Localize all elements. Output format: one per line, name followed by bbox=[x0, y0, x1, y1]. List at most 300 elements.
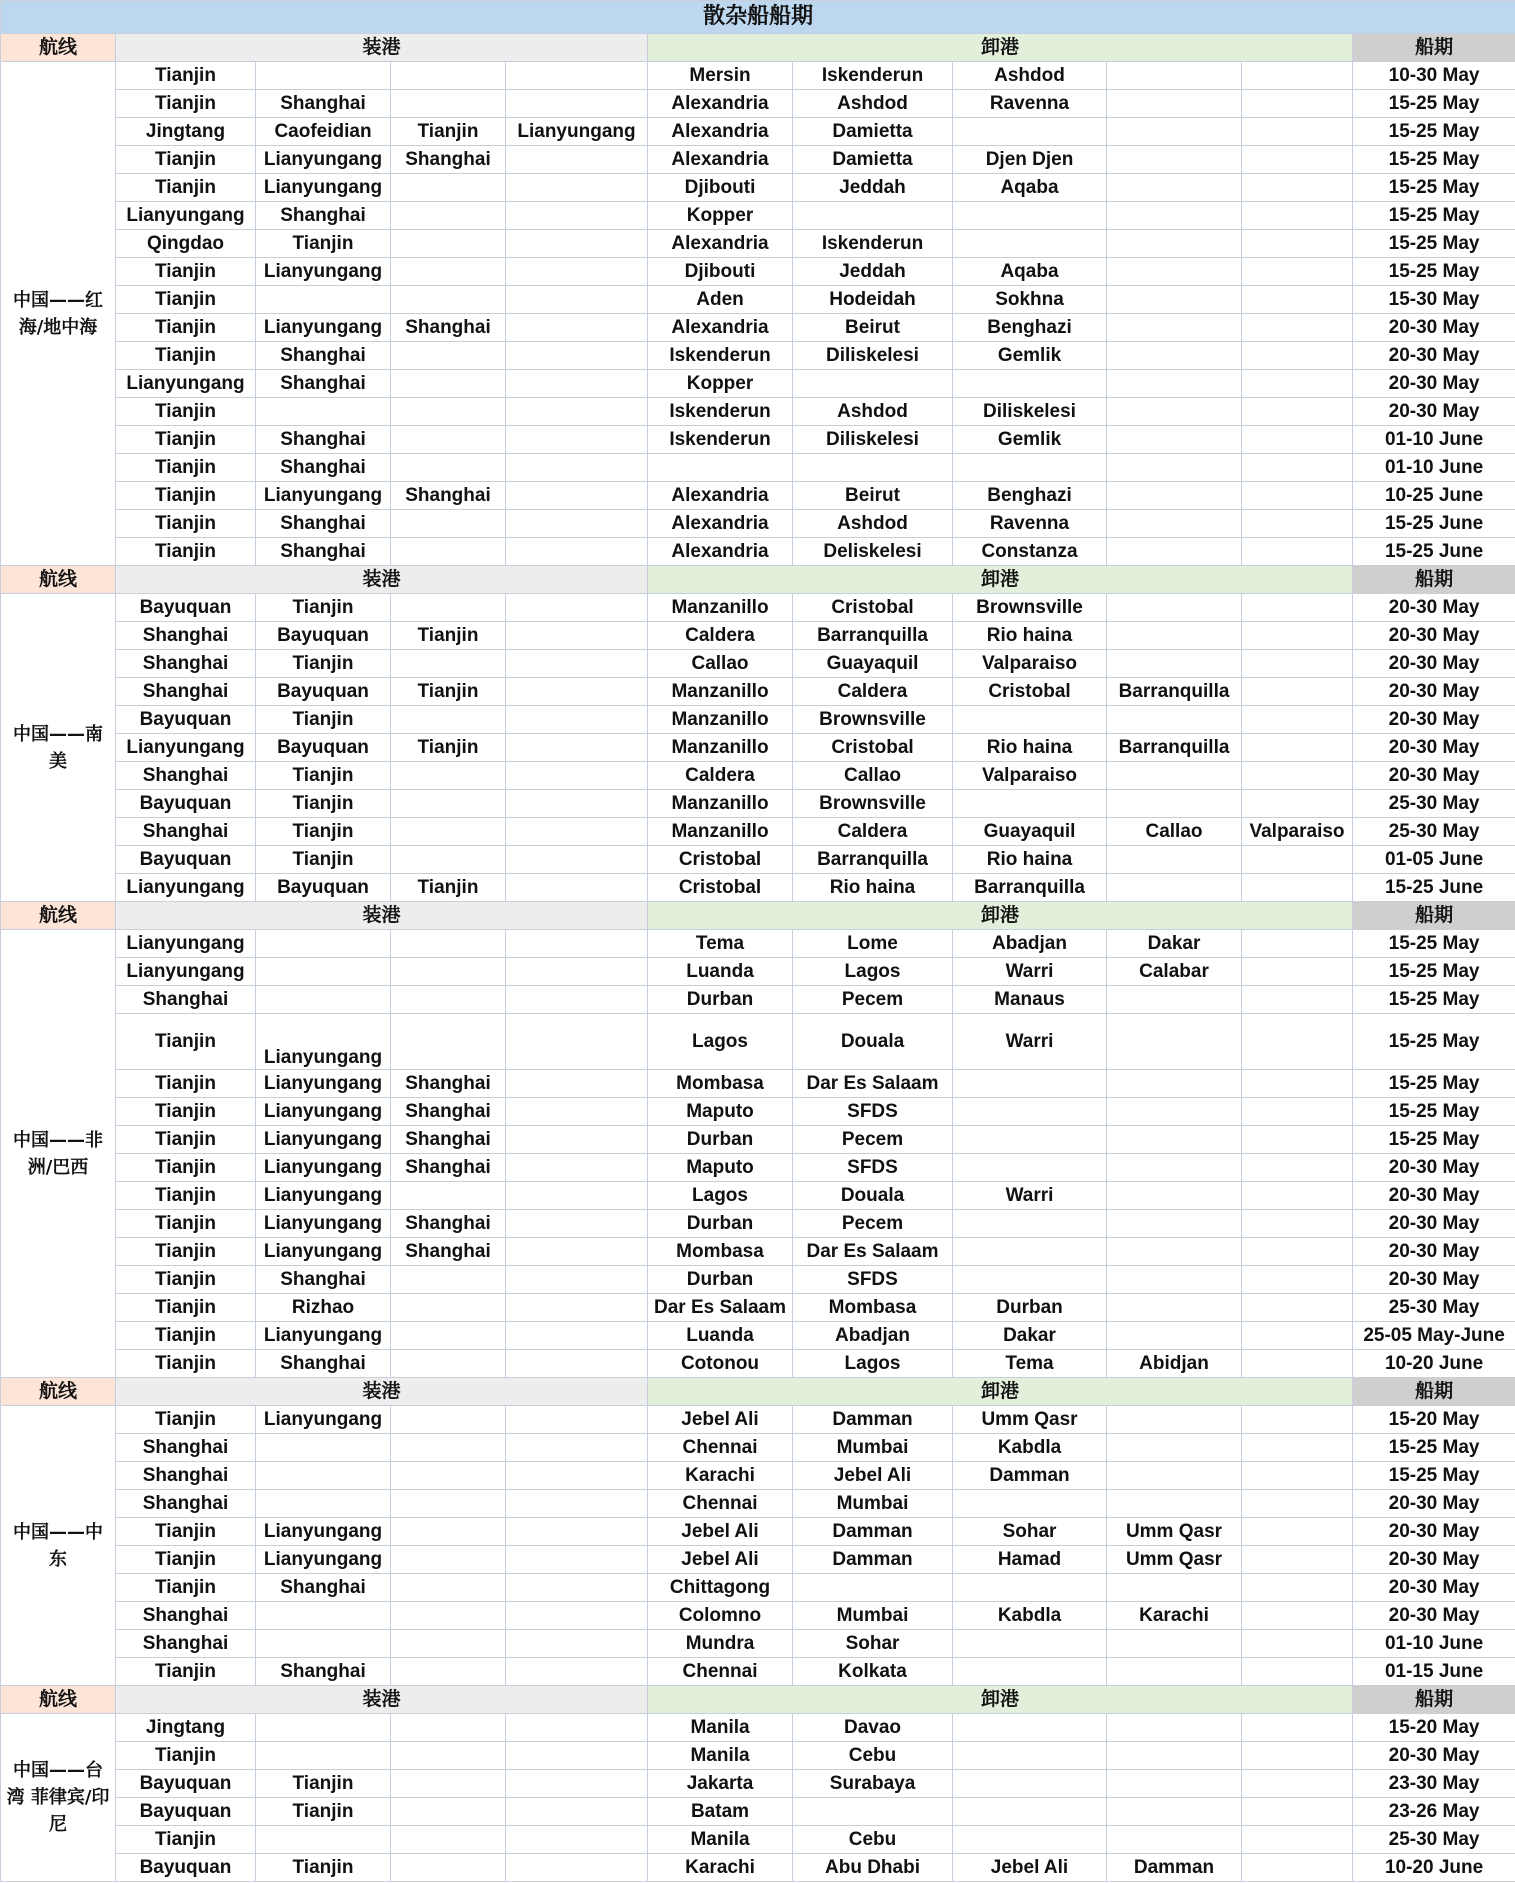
discharge-port-cell[interactable]: Iskenderun bbox=[648, 398, 793, 426]
load-port-cell[interactable]: Bayuquan bbox=[256, 874, 391, 902]
discharge-port-cell[interactable]: Pecem bbox=[793, 986, 953, 1014]
discharge-port-cell[interactable] bbox=[1242, 1322, 1353, 1350]
load-port-cell[interactable]: Bayuquan bbox=[116, 1854, 256, 1882]
load-port-cell[interactable]: Tianjin bbox=[116, 510, 256, 538]
discharge-port-cell[interactable]: Durban bbox=[648, 986, 793, 1014]
discharge-port-cell[interactable]: Lome bbox=[793, 930, 953, 958]
load-port-cell[interactable]: Caofeidian bbox=[256, 118, 391, 146]
discharge-port-cell[interactable]: Manzanillo bbox=[648, 706, 793, 734]
sailing-date-cell[interactable]: 10-30 May bbox=[1353, 62, 1515, 90]
load-port-cell[interactable] bbox=[506, 398, 648, 426]
load-port-cell[interactable]: Rizhao bbox=[256, 1294, 391, 1322]
discharge-port-cell[interactable]: Aqaba bbox=[953, 174, 1107, 202]
discharge-port-cell[interactable] bbox=[1107, 1406, 1242, 1434]
load-port-cell[interactable]: Tianjin bbox=[116, 1350, 256, 1378]
load-port-cell[interactable]: Shanghai bbox=[256, 538, 391, 566]
load-port-cell[interactable]: Shanghai bbox=[391, 1070, 506, 1098]
discharge-port-cell[interactable]: Lagos bbox=[648, 1182, 793, 1210]
load-port-cell[interactable] bbox=[506, 1406, 648, 1434]
discharge-port-cell[interactable] bbox=[1242, 734, 1353, 762]
load-port-cell[interactable] bbox=[506, 790, 648, 818]
load-port-cell[interactable]: Tianjin bbox=[256, 790, 391, 818]
discharge-port-cell[interactable] bbox=[1242, 1630, 1353, 1658]
discharge-port-cell[interactable]: Jebel Ali bbox=[648, 1518, 793, 1546]
discharge-port-cell[interactable]: Batam bbox=[648, 1798, 793, 1826]
load-port-cell[interactable]: Bayuquan bbox=[116, 846, 256, 874]
discharge-port-cell[interactable]: Damietta bbox=[793, 118, 953, 146]
discharge-port-cell[interactable] bbox=[1242, 90, 1353, 118]
load-port-cell[interactable]: Tianjin bbox=[116, 90, 256, 118]
load-port-cell[interactable]: Lianyungang bbox=[256, 1238, 391, 1266]
load-port-cell[interactable] bbox=[506, 62, 648, 90]
load-port-cell[interactable] bbox=[391, 762, 506, 790]
load-port-cell[interactable] bbox=[506, 846, 648, 874]
discharge-port-cell[interactable] bbox=[1107, 1210, 1242, 1238]
load-port-cell[interactable] bbox=[506, 202, 648, 230]
load-port-cell[interactable]: Shanghai bbox=[256, 1658, 391, 1686]
load-port-cell[interactable] bbox=[506, 510, 648, 538]
discharge-port-cell[interactable] bbox=[1242, 1602, 1353, 1630]
discharge-port-cell[interactable]: Aqaba bbox=[953, 258, 1107, 286]
load-port-cell[interactable] bbox=[506, 1462, 648, 1490]
load-port-cell[interactable]: Shanghai bbox=[116, 986, 256, 1014]
load-port-cell[interactable] bbox=[506, 958, 648, 986]
discharge-port-cell[interactable] bbox=[1107, 762, 1242, 790]
discharge-port-cell[interactable] bbox=[1107, 1182, 1242, 1210]
sailing-date-cell[interactable]: 01-10 June bbox=[1353, 1630, 1515, 1658]
discharge-port-cell[interactable] bbox=[953, 1098, 1107, 1126]
discharge-port-cell[interactable]: Dakar bbox=[1107, 930, 1242, 958]
load-port-cell[interactable]: Shanghai bbox=[256, 454, 391, 482]
sailing-date-cell[interactable]: 10-25 June bbox=[1353, 482, 1515, 510]
load-port-cell[interactable] bbox=[506, 146, 648, 174]
load-port-cell[interactable] bbox=[391, 398, 506, 426]
load-port-cell[interactable] bbox=[391, 1294, 506, 1322]
discharge-port-cell[interactable] bbox=[1242, 426, 1353, 454]
sailing-date-cell[interactable]: 20-30 May bbox=[1353, 678, 1515, 706]
discharge-port-cell[interactable] bbox=[1107, 1658, 1242, 1686]
load-port-cell[interactable]: Lianyungang bbox=[256, 1154, 391, 1182]
discharge-port-cell[interactable]: Diliskelesi bbox=[793, 426, 953, 454]
discharge-port-cell[interactable]: Barranquilla bbox=[793, 622, 953, 650]
sailing-date-cell[interactable]: 15-30 May bbox=[1353, 286, 1515, 314]
load-port-cell[interactable]: Tianjin bbox=[256, 762, 391, 790]
sailing-date-cell[interactable]: 25-30 May bbox=[1353, 1294, 1515, 1322]
discharge-port-cell[interactable] bbox=[1107, 62, 1242, 90]
load-port-cell[interactable]: Tianjin bbox=[116, 62, 256, 90]
discharge-port-cell[interactable]: Durban bbox=[953, 1294, 1107, 1322]
discharge-port-cell[interactable]: Pecem bbox=[793, 1126, 953, 1154]
load-port-cell[interactable]: Tianjin bbox=[116, 1574, 256, 1602]
sailing-date-cell[interactable]: 15-20 May bbox=[1353, 1714, 1515, 1742]
load-port-cell[interactable] bbox=[506, 874, 648, 902]
discharge-port-cell[interactable]: Warri bbox=[953, 1014, 1107, 1070]
discharge-port-cell[interactable]: Chennai bbox=[648, 1434, 793, 1462]
load-port-cell[interactable] bbox=[391, 790, 506, 818]
load-port-cell[interactable]: Lianyungang bbox=[256, 1070, 391, 1098]
load-port-cell[interactable] bbox=[506, 342, 648, 370]
discharge-port-cell[interactable]: Caldera bbox=[648, 762, 793, 790]
load-port-cell[interactable]: Shanghai bbox=[116, 1630, 256, 1658]
load-port-cell[interactable]: Lianyungang bbox=[116, 734, 256, 762]
load-port-cell[interactable]: Tianjin bbox=[116, 314, 256, 342]
load-port-cell[interactable]: Shanghai bbox=[391, 482, 506, 510]
load-port-cell[interactable]: Shanghai bbox=[391, 1154, 506, 1182]
discharge-port-cell[interactable]: Cristobal bbox=[648, 846, 793, 874]
load-port-cell[interactable]: Lianyungang bbox=[506, 118, 648, 146]
discharge-port-cell[interactable]: Barranquilla bbox=[1107, 734, 1242, 762]
discharge-port-cell[interactable] bbox=[953, 1154, 1107, 1182]
load-port-cell[interactable]: Tianjin bbox=[116, 1406, 256, 1434]
discharge-port-cell[interactable] bbox=[953, 370, 1107, 398]
load-port-cell[interactable]: Tianjin bbox=[116, 482, 256, 510]
discharge-port-cell[interactable] bbox=[1242, 230, 1353, 258]
discharge-port-cell[interactable] bbox=[953, 1490, 1107, 1518]
load-port-cell[interactable]: Tianjin bbox=[391, 118, 506, 146]
load-port-cell[interactable]: Tianjin bbox=[116, 1014, 256, 1070]
load-port-cell[interactable] bbox=[506, 90, 648, 118]
discharge-port-cell[interactable]: Constanza bbox=[953, 538, 1107, 566]
load-port-cell[interactable]: Lianyungang bbox=[256, 146, 391, 174]
discharge-port-cell[interactable] bbox=[1107, 874, 1242, 902]
sailing-date-cell[interactable]: 25-30 May bbox=[1353, 1826, 1515, 1854]
load-port-cell[interactable] bbox=[391, 1798, 506, 1826]
load-port-cell[interactable] bbox=[256, 1630, 391, 1658]
discharge-port-cell[interactable]: Alexandria bbox=[648, 230, 793, 258]
load-port-cell[interactable]: Tianjin bbox=[116, 1518, 256, 1546]
load-port-cell[interactable] bbox=[506, 1210, 648, 1238]
load-port-cell[interactable]: Tianjin bbox=[116, 1154, 256, 1182]
discharge-port-cell[interactable]: Douala bbox=[793, 1014, 953, 1070]
load-port-cell[interactable] bbox=[391, 286, 506, 314]
discharge-port-cell[interactable]: Djen Djen bbox=[953, 146, 1107, 174]
discharge-port-cell[interactable] bbox=[1107, 482, 1242, 510]
discharge-port-cell[interactable] bbox=[1107, 986, 1242, 1014]
discharge-port-cell[interactable] bbox=[1107, 1490, 1242, 1518]
sailing-date-cell[interactable]: 15-25 May bbox=[1353, 1126, 1515, 1154]
discharge-port-cell[interactable] bbox=[1242, 678, 1353, 706]
discharge-port-cell[interactable] bbox=[1242, 1518, 1353, 1546]
load-port-cell[interactable] bbox=[506, 482, 648, 510]
sailing-date-cell[interactable]: 25-30 May bbox=[1353, 790, 1515, 818]
load-port-cell[interactable]: Tianjin bbox=[116, 1070, 256, 1098]
load-port-cell[interactable]: Tianjin bbox=[256, 846, 391, 874]
discharge-port-cell[interactable]: Beirut bbox=[793, 482, 953, 510]
sailing-date-cell[interactable]: 15-25 May bbox=[1353, 1014, 1515, 1070]
load-port-cell[interactable] bbox=[506, 538, 648, 566]
discharge-port-cell[interactable]: Caldera bbox=[648, 622, 793, 650]
discharge-port-cell[interactable]: Warri bbox=[953, 958, 1107, 986]
load-port-cell[interactable] bbox=[256, 1714, 391, 1742]
load-port-cell[interactable]: Shanghai bbox=[116, 1434, 256, 1462]
load-port-cell[interactable]: Shanghai bbox=[116, 818, 256, 846]
discharge-port-cell[interactable] bbox=[1242, 650, 1353, 678]
discharge-port-cell[interactable]: Damman bbox=[793, 1518, 953, 1546]
load-port-cell[interactable]: Lianyungang bbox=[256, 1126, 391, 1154]
load-port-cell[interactable] bbox=[391, 1462, 506, 1490]
load-port-cell[interactable]: Tianjin bbox=[256, 650, 391, 678]
load-port-cell[interactable] bbox=[391, 1658, 506, 1686]
sailing-date-cell[interactable]: 20-30 May bbox=[1353, 342, 1515, 370]
load-port-cell[interactable] bbox=[391, 370, 506, 398]
load-port-cell[interactable] bbox=[506, 706, 648, 734]
discharge-port-cell[interactable]: Damman bbox=[953, 1462, 1107, 1490]
discharge-port-cell[interactable] bbox=[1242, 930, 1353, 958]
discharge-port-cell[interactable]: Alexandria bbox=[648, 482, 793, 510]
discharge-port-cell[interactable]: Alexandria bbox=[648, 510, 793, 538]
load-port-cell[interactable] bbox=[391, 930, 506, 958]
load-port-cell[interactable] bbox=[506, 1658, 648, 1686]
discharge-port-cell[interactable] bbox=[1107, 1014, 1242, 1070]
discharge-port-cell[interactable] bbox=[1242, 1658, 1353, 1686]
load-port-cell[interactable] bbox=[391, 202, 506, 230]
load-port-cell[interactable]: Shanghai bbox=[256, 426, 391, 454]
sailing-date-cell[interactable]: 20-30 May bbox=[1353, 762, 1515, 790]
discharge-port-cell[interactable]: Djibouti bbox=[648, 258, 793, 286]
discharge-port-cell[interactable]: Chittagong bbox=[648, 1574, 793, 1602]
load-port-cell[interactable]: Tianjin bbox=[116, 1742, 256, 1770]
sailing-date-cell[interactable]: 15-25 May bbox=[1353, 986, 1515, 1014]
discharge-port-cell[interactable]: Alexandria bbox=[648, 314, 793, 342]
load-port-cell[interactable]: Lianyungang bbox=[116, 930, 256, 958]
load-port-cell[interactable] bbox=[391, 818, 506, 846]
discharge-port-cell[interactable] bbox=[1107, 258, 1242, 286]
load-port-cell[interactable] bbox=[506, 174, 648, 202]
load-port-cell[interactable]: Lianyungang bbox=[256, 1210, 391, 1238]
discharge-port-cell[interactable] bbox=[1107, 650, 1242, 678]
load-port-cell[interactable] bbox=[256, 1602, 391, 1630]
discharge-port-cell[interactable]: Cristobal bbox=[648, 874, 793, 902]
sailing-date-cell[interactable]: 01-05 June bbox=[1353, 846, 1515, 874]
load-port-cell[interactable] bbox=[391, 538, 506, 566]
sailing-date-cell[interactable]: 01-10 June bbox=[1353, 426, 1515, 454]
discharge-port-cell[interactable]: Valparaiso bbox=[953, 762, 1107, 790]
discharge-port-cell[interactable]: Ravenna bbox=[953, 90, 1107, 118]
discharge-port-cell[interactable] bbox=[1242, 874, 1353, 902]
discharge-port-cell[interactable]: Davao bbox=[793, 1714, 953, 1742]
discharge-port-cell[interactable] bbox=[1107, 510, 1242, 538]
load-port-cell[interactable]: Tianjin bbox=[116, 1322, 256, 1350]
load-port-cell[interactable] bbox=[506, 1770, 648, 1798]
load-port-cell[interactable] bbox=[391, 426, 506, 454]
discharge-port-cell[interactable]: Alexandria bbox=[648, 118, 793, 146]
discharge-port-cell[interactable] bbox=[1242, 1126, 1353, 1154]
discharge-port-cell[interactable]: Manzanillo bbox=[648, 790, 793, 818]
discharge-port-cell[interactable] bbox=[953, 706, 1107, 734]
discharge-port-cell[interactable] bbox=[953, 1658, 1107, 1686]
discharge-port-cell[interactable] bbox=[1107, 1714, 1242, 1742]
load-port-cell[interactable] bbox=[391, 1434, 506, 1462]
discharge-port-cell[interactable] bbox=[953, 1798, 1107, 1826]
discharge-port-cell[interactable]: Diliskelesi bbox=[793, 342, 953, 370]
load-port-cell[interactable] bbox=[506, 1798, 648, 1826]
sailing-date-cell[interactable]: 01-15 June bbox=[1353, 1658, 1515, 1686]
discharge-port-cell[interactable]: Cristobal bbox=[793, 734, 953, 762]
discharge-port-cell[interactable]: Durban bbox=[648, 1266, 793, 1294]
discharge-port-cell[interactable] bbox=[793, 202, 953, 230]
load-port-cell[interactable] bbox=[506, 1014, 648, 1070]
load-port-cell[interactable] bbox=[506, 230, 648, 258]
load-port-cell[interactable]: Jingtang bbox=[116, 1714, 256, 1742]
load-port-cell[interactable]: Tianjin bbox=[116, 398, 256, 426]
discharge-port-cell[interactable] bbox=[1242, 1462, 1353, 1490]
sailing-date-cell[interactable]: 15-25 May bbox=[1353, 146, 1515, 174]
load-port-cell[interactable] bbox=[506, 1126, 648, 1154]
load-port-cell[interactable] bbox=[391, 258, 506, 286]
load-port-cell[interactable] bbox=[391, 1714, 506, 1742]
load-port-cell[interactable]: Bayuquan bbox=[116, 790, 256, 818]
sailing-date-cell[interactable]: 01-10 June bbox=[1353, 454, 1515, 482]
sailing-date-cell[interactable]: 20-30 May bbox=[1353, 1266, 1515, 1294]
sailing-date-cell[interactable]: 20-30 May bbox=[1353, 1210, 1515, 1238]
load-port-cell[interactable]: Shanghai bbox=[256, 510, 391, 538]
discharge-port-cell[interactable]: Cebu bbox=[793, 1742, 953, 1770]
discharge-port-cell[interactable] bbox=[1107, 426, 1242, 454]
load-port-cell[interactable] bbox=[391, 454, 506, 482]
discharge-port-cell[interactable] bbox=[1242, 1742, 1353, 1770]
load-port-cell[interactable]: Tianjin bbox=[116, 1098, 256, 1126]
sailing-date-cell[interactable]: 20-30 May bbox=[1353, 734, 1515, 762]
discharge-port-cell[interactable]: Ravenna bbox=[953, 510, 1107, 538]
load-port-cell[interactable]: Lianyungang bbox=[116, 202, 256, 230]
discharge-port-cell[interactable]: Damman bbox=[793, 1406, 953, 1434]
load-port-cell[interactable] bbox=[256, 398, 391, 426]
load-port-cell[interactable] bbox=[391, 1602, 506, 1630]
load-port-cell[interactable] bbox=[506, 1182, 648, 1210]
discharge-port-cell[interactable] bbox=[1242, 258, 1353, 286]
discharge-port-cell[interactable] bbox=[1107, 1770, 1242, 1798]
discharge-port-cell[interactable]: Cebu bbox=[793, 1826, 953, 1854]
discharge-port-cell[interactable] bbox=[1242, 286, 1353, 314]
load-port-cell[interactable]: Tianjin bbox=[256, 706, 391, 734]
load-port-cell[interactable] bbox=[391, 1770, 506, 1798]
discharge-port-cell[interactable]: Iskenderun bbox=[793, 62, 953, 90]
discharge-port-cell[interactable]: Kabdla bbox=[953, 1434, 1107, 1462]
load-port-cell[interactable] bbox=[506, 370, 648, 398]
discharge-port-cell[interactable]: Jeddah bbox=[793, 258, 953, 286]
discharge-port-cell[interactable] bbox=[1107, 1266, 1242, 1294]
discharge-port-cell[interactable] bbox=[1242, 1798, 1353, 1826]
sailing-date-cell[interactable]: 25-05 May-June bbox=[1353, 1322, 1515, 1350]
load-port-cell[interactable]: Shanghai bbox=[391, 146, 506, 174]
discharge-port-cell[interactable]: Cotonou bbox=[648, 1350, 793, 1378]
load-port-cell[interactable] bbox=[506, 1630, 648, 1658]
discharge-port-cell[interactable] bbox=[1242, 1406, 1353, 1434]
load-port-cell[interactable]: Shanghai bbox=[391, 314, 506, 342]
load-port-cell[interactable] bbox=[391, 342, 506, 370]
discharge-port-cell[interactable] bbox=[1242, 202, 1353, 230]
load-port-cell[interactable] bbox=[506, 734, 648, 762]
discharge-port-cell[interactable]: Ashdod bbox=[953, 62, 1107, 90]
load-port-cell[interactable] bbox=[256, 986, 391, 1014]
discharge-port-cell[interactable]: Jeddah bbox=[793, 174, 953, 202]
discharge-port-cell[interactable]: Umm Qasr bbox=[953, 1406, 1107, 1434]
load-port-cell[interactable]: Lianyungang bbox=[256, 482, 391, 510]
load-port-cell[interactable]: Tianjin bbox=[116, 1126, 256, 1154]
discharge-port-cell[interactable] bbox=[953, 118, 1107, 146]
discharge-port-cell[interactable] bbox=[1242, 622, 1353, 650]
discharge-port-cell[interactable]: Mumbai bbox=[793, 1490, 953, 1518]
discharge-port-cell[interactable] bbox=[1107, 1826, 1242, 1854]
load-port-cell[interactable] bbox=[506, 454, 648, 482]
discharge-port-cell[interactable]: Beirut bbox=[793, 314, 953, 342]
discharge-port-cell[interactable] bbox=[1107, 1798, 1242, 1826]
discharge-port-cell[interactable] bbox=[1107, 146, 1242, 174]
load-port-cell[interactable] bbox=[506, 1826, 648, 1854]
load-port-cell[interactable] bbox=[506, 1294, 648, 1322]
discharge-port-cell[interactable]: Lagos bbox=[793, 1350, 953, 1378]
load-port-cell[interactable] bbox=[506, 1742, 648, 1770]
load-port-cell[interactable] bbox=[391, 1518, 506, 1546]
discharge-port-cell[interactable] bbox=[1107, 454, 1242, 482]
discharge-port-cell[interactable]: Ashdod bbox=[793, 398, 953, 426]
load-port-cell[interactable] bbox=[506, 1854, 648, 1882]
discharge-port-cell[interactable] bbox=[1242, 706, 1353, 734]
load-port-cell[interactable] bbox=[256, 1742, 391, 1770]
load-port-cell[interactable]: Shanghai bbox=[391, 1210, 506, 1238]
discharge-port-cell[interactable] bbox=[1107, 1462, 1242, 1490]
load-port-cell[interactable]: Tianjin bbox=[116, 1182, 256, 1210]
load-port-cell[interactable] bbox=[506, 1070, 648, 1098]
load-port-cell[interactable]: Lianyungang bbox=[116, 370, 256, 398]
sailing-date-cell[interactable]: 15-20 May bbox=[1353, 1406, 1515, 1434]
load-port-cell[interactable]: Bayuquan bbox=[116, 594, 256, 622]
load-port-cell[interactable] bbox=[391, 1406, 506, 1434]
sailing-date-cell[interactable]: 15-25 May bbox=[1353, 230, 1515, 258]
load-port-cell[interactable] bbox=[256, 1826, 391, 1854]
discharge-port-cell[interactable] bbox=[1242, 118, 1353, 146]
discharge-port-cell[interactable] bbox=[1242, 1546, 1353, 1574]
discharge-port-cell[interactable]: Luanda bbox=[648, 958, 793, 986]
discharge-port-cell[interactable] bbox=[1107, 622, 1242, 650]
discharge-port-cell[interactable] bbox=[1107, 846, 1242, 874]
discharge-port-cell[interactable] bbox=[1107, 1574, 1242, 1602]
load-port-cell[interactable]: Tianjin bbox=[256, 1798, 391, 1826]
discharge-port-cell[interactable] bbox=[1107, 342, 1242, 370]
discharge-port-cell[interactable]: Durban bbox=[648, 1210, 793, 1238]
load-port-cell[interactable] bbox=[506, 1350, 648, 1378]
discharge-port-cell[interactable]: Barranquilla bbox=[953, 874, 1107, 902]
discharge-port-cell[interactable]: Hodeidah bbox=[793, 286, 953, 314]
load-port-cell[interactable] bbox=[506, 1238, 648, 1266]
sailing-date-cell[interactable]: 10-20 June bbox=[1353, 1854, 1515, 1882]
load-port-cell[interactable]: Lianyungang bbox=[256, 314, 391, 342]
discharge-port-cell[interactable]: Jebel Ali bbox=[953, 1854, 1107, 1882]
discharge-port-cell[interactable]: Rio haina bbox=[953, 846, 1107, 874]
load-port-cell[interactable]: Tianjin bbox=[256, 230, 391, 258]
discharge-port-cell[interactable] bbox=[1242, 342, 1353, 370]
discharge-port-cell[interactable] bbox=[1242, 398, 1353, 426]
discharge-port-cell[interactable]: Ashdod bbox=[793, 90, 953, 118]
discharge-port-cell[interactable]: Alexandria bbox=[648, 90, 793, 118]
discharge-port-cell[interactable] bbox=[1242, 314, 1353, 342]
load-port-cell[interactable]: Jingtang bbox=[116, 118, 256, 146]
discharge-port-cell[interactable]: Kolkata bbox=[793, 1658, 953, 1686]
discharge-port-cell[interactable] bbox=[1242, 790, 1353, 818]
load-port-cell[interactable] bbox=[506, 818, 648, 846]
discharge-port-cell[interactable] bbox=[1107, 118, 1242, 146]
discharge-port-cell[interactable]: Manila bbox=[648, 1714, 793, 1742]
load-port-cell[interactable]: Bayuquan bbox=[256, 734, 391, 762]
discharge-port-cell[interactable]: Kabdla bbox=[953, 1602, 1107, 1630]
sailing-date-cell[interactable]: 15-25 May bbox=[1353, 930, 1515, 958]
load-port-cell[interactable]: Lianyungang bbox=[256, 1546, 391, 1574]
load-port-cell[interactable]: Shanghai bbox=[391, 1098, 506, 1126]
discharge-port-cell[interactable]: Luanda bbox=[648, 1322, 793, 1350]
discharge-port-cell[interactable] bbox=[1242, 1014, 1353, 1070]
load-port-cell[interactable] bbox=[391, 1546, 506, 1574]
load-port-cell[interactable]: Lianyungang bbox=[256, 1518, 391, 1546]
